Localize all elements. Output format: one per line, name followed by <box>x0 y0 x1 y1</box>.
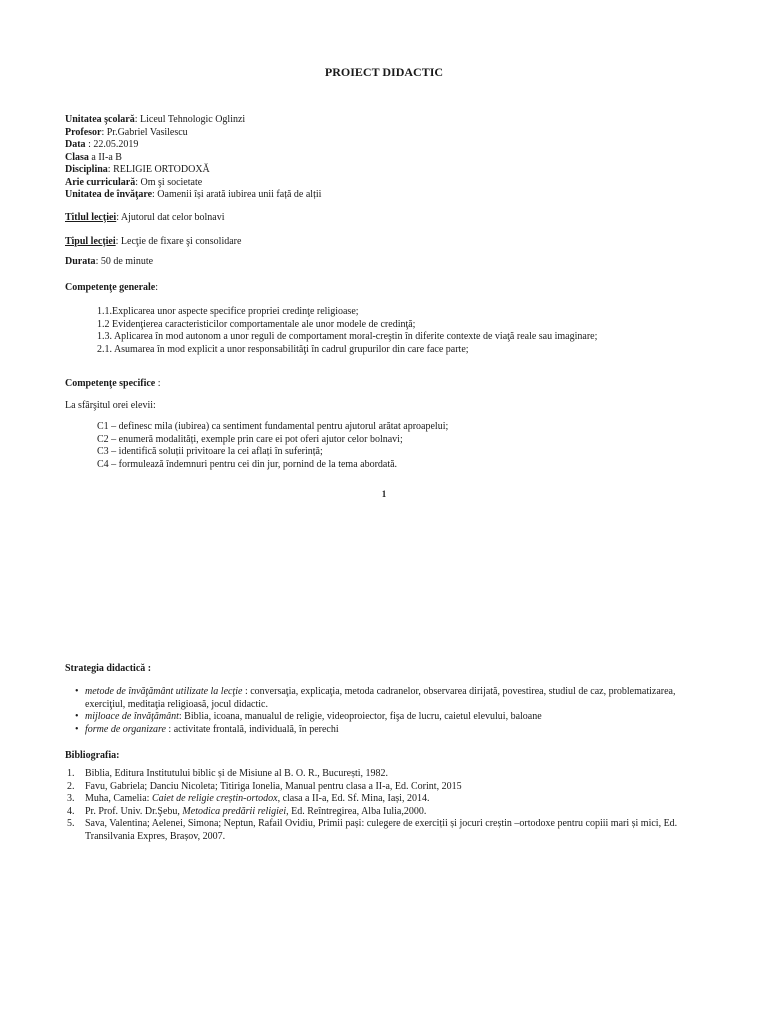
page-number: 1 <box>381 489 387 499</box>
bibliografia-list <box>65 768 705 843</box>
list-item: • mijloace de învăţământ: Biblia, icoana, manualul de religie, videoproiector, fişa de lucru, caietul elevului, baloane <box>65 711 705 724</box>
tipul-lectiei: Tipul lecţiei: Lecţie de fixare şi consolidare <box>65 236 242 247</box>
strategia-list <box>65 686 705 736</box>
list-item: 1.3. Aplicarea în mod autonom a unor reguli de comportament moral-creştin în diferite contexte de viaţă reale sau imaginare; <box>97 331 598 342</box>
list-item: 1.1.Explicarea unor aspecte specifice propriei credinţe religioase; <box>97 306 359 317</box>
list-item: 1. Biblia, Editura Institutului biblic și de Misiune al B. O. R., București, 1982. <box>67 768 389 779</box>
competente-generale-list <box>97 306 717 356</box>
list-item: 4. Pr. Prof. Univ. Dr.Şebu, Metodica predării religiei, Ed. Reîntregirea, Alba Iulia,2000. <box>67 805 427 817</box>
list-item: 3. Muha, Camelia: Caiet de religie creștin-ortodox, clasa a II-a, Ed. Sf. Mina, Iași, 2014. <box>67 793 430 804</box>
header-info <box>65 114 725 202</box>
durata: Durata: 50 de minute <box>65 256 154 267</box>
list-item: • forme de organizare : activitate frontală, individuală, în perechi <box>65 724 705 737</box>
list-item: C3 – identifică soluții privitoare la cei aflați în suferință; <box>97 446 323 457</box>
competente-specifice-heading: Competenţe specifice : <box>65 378 161 389</box>
profesor-row: Profesor: Pr.Gabriel Vasilescu <box>65 126 188 138</box>
unitatea-invatare-row: Unitatea de învăţare: Oamenii își arată iubirea unii față de alții <box>65 189 322 200</box>
list-item: 2. Favu, Gabriela; Danciu Nicoleta; Titiriga Ionelia, Manual pentru clasa a II-a, Ed. Corint, 2015 <box>67 780 462 792</box>
clasa-row: Clasa a II-a B <box>65 151 122 163</box>
unitatea-scolara-row: Unitatea şcolară: Liceul Tehnologic Oglinzi <box>65 114 246 125</box>
list-item: C1 – definesc mila (iubirea) ca sentiment fundamental pentru ajutorul arătat aproapelui; <box>97 421 449 432</box>
list-item: • metode de învăţământ utilizate la lecţie : conversaţia, explicaţia, metoda cadranelor, observarea dirijată, povestirea, studiul de caz, problematizarea, exerciţiul, meditaţia religioasă, jocul didactic. <box>65 686 705 711</box>
list-item: C2 – enumeră modalități, exemple prin care ei pot oferi ajutor celor bolnavi; <box>97 433 403 445</box>
disciplina-row: Disciplina: RELIGIE ORTODOXĂ <box>65 164 210 175</box>
strategia-heading: Strategia didactică : <box>65 663 152 674</box>
list-item: 2.1. Asumarea în mod explicit a unor responsabilităţi în cadrul grupurilor din care face parte; <box>97 343 469 355</box>
data-row: Data : 22.05.2019 <box>65 139 139 150</box>
list-item: 5. Sava, Valentina; Aelenei, Simona; Neptun, Rafail Ovidiu, Primii pași: culegere de exerciții și jocuri creștin –ortodoxe pentru copiii mari și mici, Ed. Transilvania Expres, Brașov, 2007. <box>67 818 678 842</box>
bibliografia-heading: Bibliografia: <box>65 750 120 761</box>
document-title: PROIECT DIDACTIC <box>324 65 444 79</box>
list-item: C4 – formulează îndemnuri pentru cei din jur, pornind de la tema abordată. <box>97 458 398 470</box>
list-item: 1.2 Evidenţierea caracteristicilor comportamentale ale unor modele de credinţă; <box>97 318 416 330</box>
competente-specifice-intro: La sfârşitul orei elevii: <box>65 400 156 411</box>
arie-curriculara-row: Arie curriculară: Om şi societate <box>65 176 203 188</box>
competente-specifice-list <box>97 421 717 471</box>
competente-generale-heading: Competenţe generale: <box>65 282 159 293</box>
titlul-lectiei: Titlul lecţiei: Ajutorul dat celor bolnavi <box>65 212 225 223</box>
